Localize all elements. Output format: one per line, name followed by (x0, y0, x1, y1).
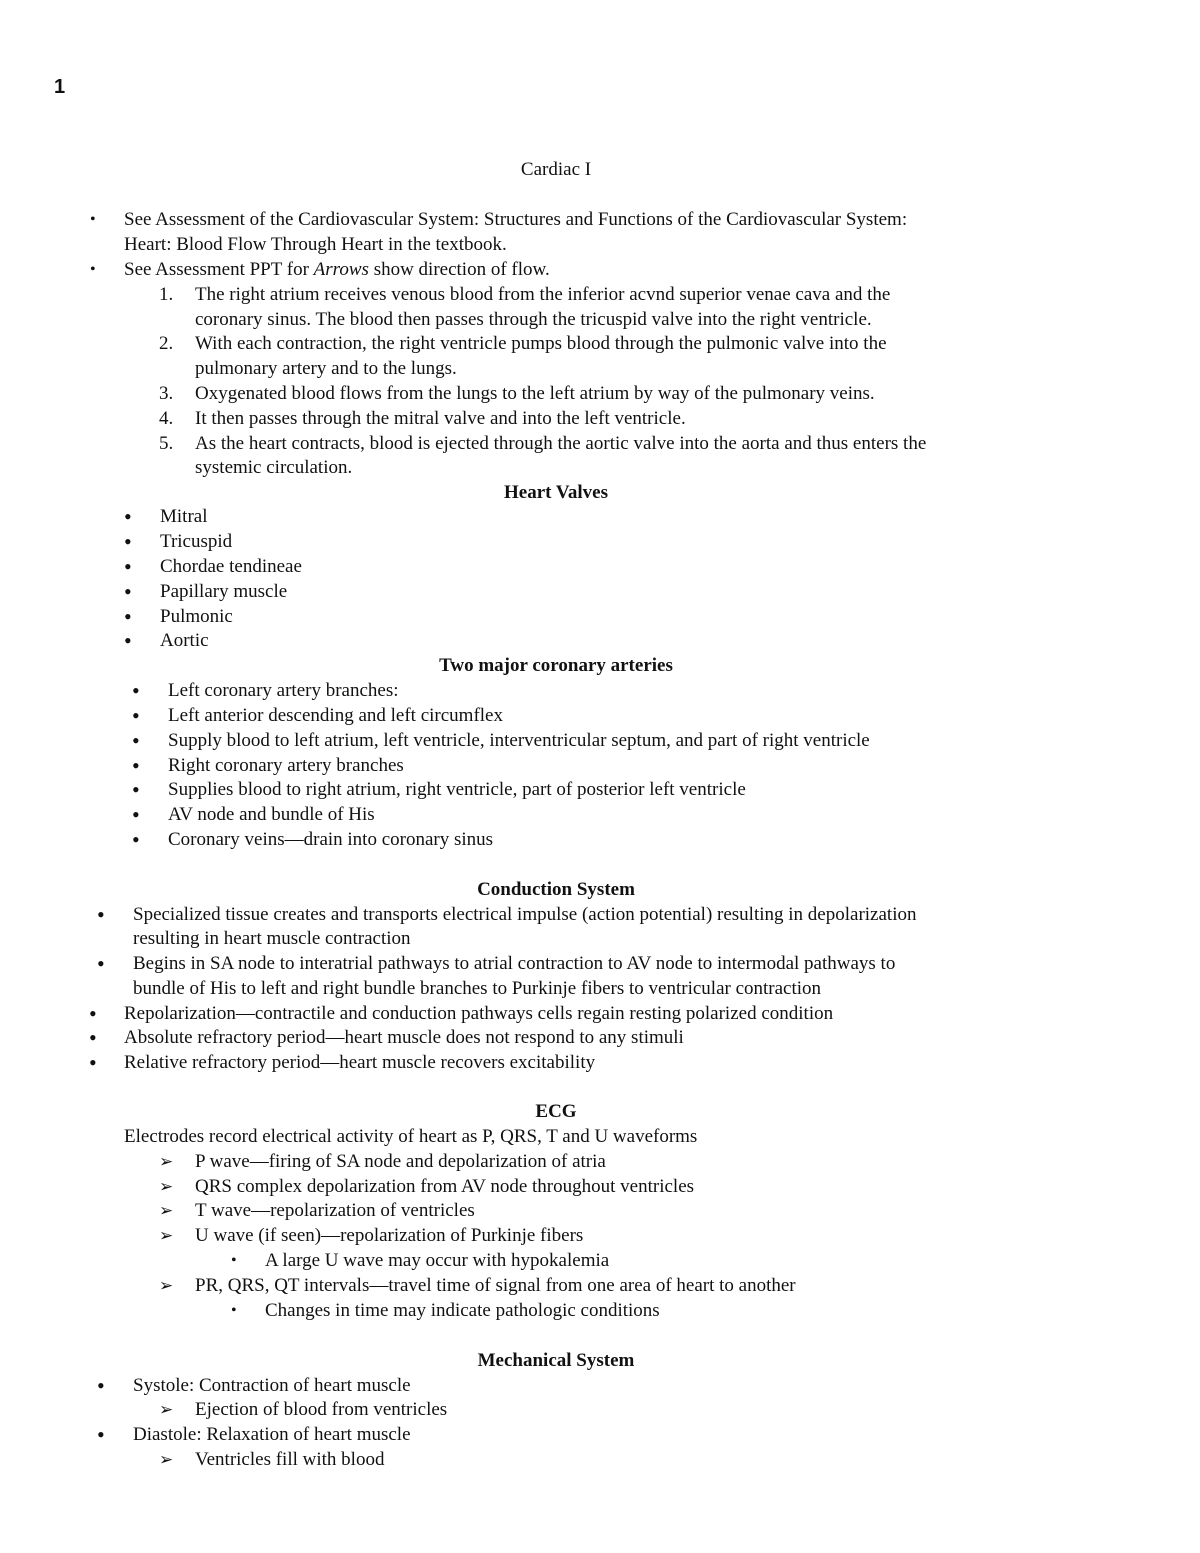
conduction-item-2-line1: Begins in SA node to interatrial pathways to atrial contraction to AV node to intermodal pathways to (133, 953, 896, 974)
step-number: 4. (159, 408, 174, 429)
step-number: 3. (159, 383, 174, 404)
ecg-intro: Electrodes record electrical activity of heart as P, QRS, T and U waveforms (124, 1126, 698, 1147)
bullet-marker: • (97, 1373, 105, 1398)
arrow-bullet-icon: ➢ (159, 1276, 174, 1295)
heart-valves-heading: Heart Valves (504, 482, 608, 503)
flow-step-2-line2: pulmonary artery and to the lungs. (195, 358, 457, 379)
valve-item: Tricuspid (160, 531, 233, 552)
coronary-item: Supply blood to left atrium, left ventricle, interventricular septum, and part of right ventricle (168, 730, 870, 751)
arrow-bullet-icon: ➢ (159, 1152, 174, 1171)
valve-item: Chordae tendineae (160, 556, 302, 577)
arrows-emphasis: Arrows (313, 259, 369, 280)
ecg-item: U wave (if seen)—repolarization of Purkinje fibers (195, 1225, 584, 1246)
valve-item: Aortic (160, 630, 209, 651)
mechanical-item: Systole: Contraction of heart muscle (133, 1375, 411, 1396)
step-number: 1. (159, 284, 174, 305)
arrow-bullet-icon: ➢ (159, 1226, 174, 1245)
coronary-item: Supplies blood to right atrium, right ventricle, part of posterior left ventricle (168, 779, 746, 800)
arrow-bullet-icon: ➢ (159, 1177, 174, 1196)
bullet-marker: • (231, 1252, 237, 1269)
bullet-marker: • (124, 554, 132, 579)
coronary-item: Left coronary artery branches: (168, 680, 399, 701)
bullet-marker: • (89, 1050, 97, 1075)
bullet-marker: • (90, 261, 96, 278)
flow-step-1-line1: The right atrium receives venous blood from the inferior acvnd superior venae cava and the (195, 284, 891, 305)
ecg-item: T wave—repolarization of ventricles (195, 1200, 475, 1221)
document-title: Cardiac I (520, 159, 592, 180)
conduction-item-1-line1: Specialized tissue creates and transports electrical impulse (action potential) resulting in depolarization (133, 904, 917, 925)
bullet-marker: • (132, 678, 140, 703)
ecg-item: P wave—firing of SA node and depolarization of atria (195, 1151, 606, 1172)
intro-bullet-2: See Assessment PPT for Arrows show direction of flow. (124, 259, 550, 280)
bullet-marker: • (132, 728, 140, 753)
bullet-marker: • (97, 951, 105, 976)
conduction-item-2-line2: bundle of His to left and right bundle branches to Purkinje fibers to ventricular contraction (133, 978, 822, 999)
bullet-marker: • (124, 628, 132, 653)
ecg-item: PR, QRS, QT intervals—travel time of signal from one area of heart to another (195, 1275, 796, 1296)
coronary-item: Coronary veins—drain into coronary sinus (168, 829, 494, 850)
bullet-marker: • (132, 777, 140, 802)
intro-bullet-1-line2: Heart: Blood Flow Through Heart in the textbook. (124, 234, 507, 255)
arrow-bullet-icon: ➢ (159, 1201, 174, 1220)
flow-step-3: Oxygenated blood flows from the lungs to the left atrium by way of the pulmonary veins. (195, 383, 875, 404)
bullet-marker: • (124, 579, 132, 604)
bullet-marker: • (90, 211, 96, 228)
mechanical-heading: Mechanical System (477, 1350, 635, 1371)
mechanical-subitem: Ventricles fill with blood (195, 1449, 385, 1470)
mechanical-subitem: Ejection of blood from ventricles (195, 1399, 448, 1420)
bullet-marker: • (124, 529, 132, 554)
arrow-bullet-icon: ➢ (159, 1400, 174, 1419)
coronary-item: Right coronary artery branches (168, 755, 404, 776)
valve-item: Pulmonic (160, 606, 233, 627)
bullet-marker: • (132, 827, 140, 852)
page-number: 1 (54, 76, 66, 98)
arrow-bullet-icon: ➢ (159, 1450, 174, 1469)
flow-step-4: It then passes through the mitral valve and into the left ventricle. (195, 408, 686, 429)
valve-item: Papillary muscle (160, 581, 288, 602)
flow-step-5-line1: As the heart contracts, blood is ejected through the aortic valve into the aorta and thus enters the (195, 433, 927, 454)
intro-bullet-1-line1: See Assessment of the Cardiovascular System: Structures and Functions of the Cardiovascular System: (124, 209, 908, 230)
step-number: 2. (159, 333, 174, 354)
conduction-item-4: Absolute refractory period—heart muscle does not respond to any stimuli (124, 1027, 684, 1048)
bullet-marker: • (97, 1422, 105, 1447)
coronary-item: AV node and bundle of His (168, 804, 375, 825)
bullet-marker: • (124, 504, 132, 529)
flow-step-2-line1: With each contraction, the right ventricle pumps blood through the pulmonic valve into the (195, 333, 887, 354)
flow-step-1-line2: coronary sinus. The blood then passes through the tricuspid valve into the right ventricle. (195, 309, 872, 330)
bullet-marker: • (124, 604, 132, 629)
ecg-subitem: Changes in time may indicate pathologic conditions (265, 1300, 660, 1321)
conduction-item-1-line2: resulting in heart muscle contraction (133, 928, 411, 949)
bullet-marker: • (132, 802, 140, 827)
bullet-marker: • (132, 703, 140, 728)
bullet-marker: • (89, 1025, 97, 1050)
ecg-item: QRS complex depolarization from AV node throughout ventricles (195, 1176, 695, 1197)
bullet-marker: • (97, 902, 105, 927)
bullet-marker: • (89, 1001, 97, 1026)
coronary-heading: Two major coronary arteries (439, 655, 673, 676)
valve-item: Mitral (160, 506, 208, 527)
conduction-item-3: Repolarization—contractile and conduction pathways cells regain resting polarized condition (124, 1003, 834, 1024)
conduction-heading: Conduction System (477, 879, 635, 900)
bullet-marker: • (132, 753, 140, 778)
ecg-heading: ECG (535, 1101, 577, 1122)
bullet-marker: • (231, 1302, 237, 1319)
coronary-item: Left anterior descending and left circumflex (168, 705, 503, 726)
mechanical-item: Diastole: Relaxation of heart muscle (133, 1424, 411, 1445)
ecg-subitem: A large U wave may occur with hypokalemia (265, 1250, 610, 1271)
flow-step-5-line2: systemic circulation. (195, 457, 353, 478)
conduction-item-5: Relative refractory period—heart muscle recovers excitability (124, 1052, 596, 1073)
step-number: 5. (159, 433, 174, 454)
